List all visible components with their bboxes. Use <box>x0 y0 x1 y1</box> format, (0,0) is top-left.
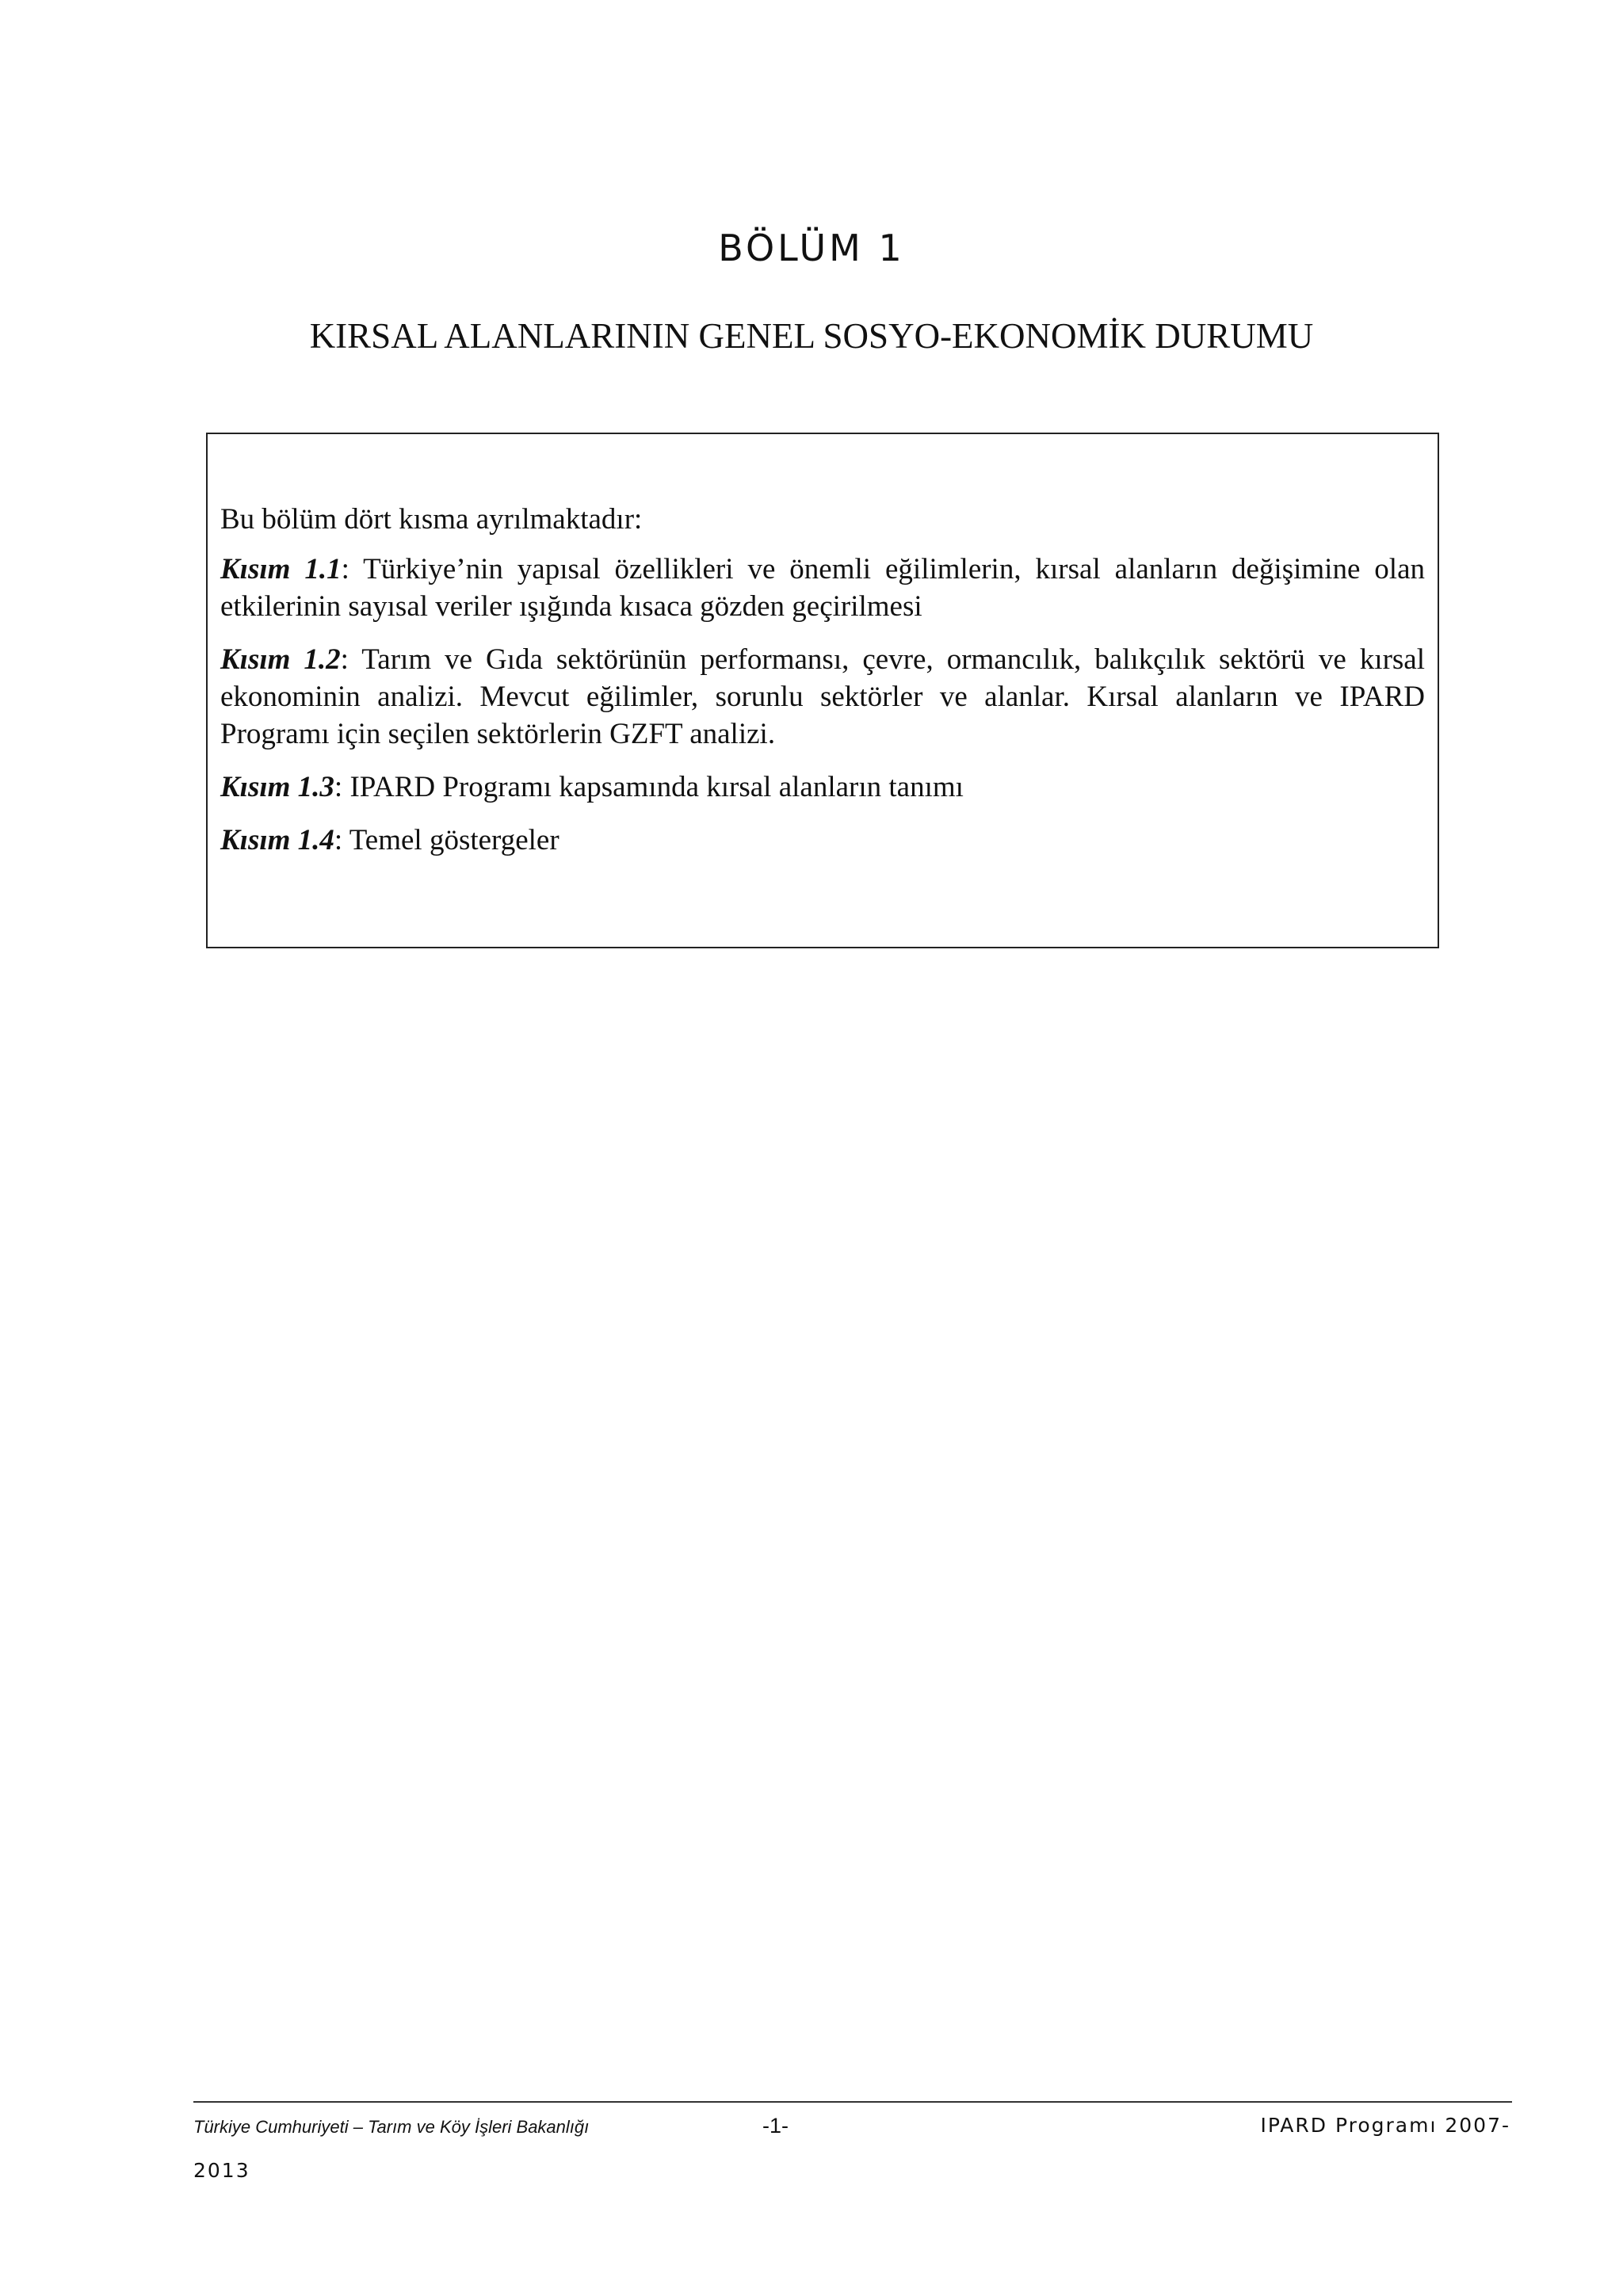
section-label: Kısım 1.2 <box>220 643 341 676</box>
section-description: : Temel göstergeler <box>334 824 559 856</box>
footer-divider <box>193 2101 1512 2103</box>
summary-intro: Bu bölüm dört kısma ayrılmaktadır: <box>220 503 643 536</box>
section-item-1-4 <box>220 822 1425 859</box>
section-label: Kısım 1.3 <box>220 771 334 803</box>
section-item-1-3 <box>220 769 1425 806</box>
footer-ministry: Türkiye Cumhuriyeti – Tarım ve Köy İşleri Bakanlığı <box>193 2117 590 2137</box>
chapter-heading: BÖLÜM 1 <box>718 227 905 269</box>
section-description: : Türkiye’nin yapısal özellikleri ve önemli eğilimlerin, kırsal alanların değişimine olan etkilerinin sayısal veriler ışığında kısaca gözden geçirilmesi <box>220 553 1426 623</box>
chapter-summary-content <box>220 501 1425 875</box>
section-label: Kısım 1.4 <box>220 824 334 856</box>
chapter-summary-box <box>206 433 1439 948</box>
page-number: -1- <box>762 2114 789 2138</box>
chapter-subtitle: KIRSAL ALANLARININ GENEL SOSYO-EKONOMİK DURUMU <box>309 316 1314 356</box>
footer-program-title: IPARD Programı 2007- <box>1260 2114 1510 2137</box>
section-item-1-1 <box>220 551 1425 625</box>
section-label: Kısım 1.1 <box>220 553 342 585</box>
section-description: : IPARD Programı kapsamında kırsal alanların tanımı <box>334 771 964 803</box>
footer-program-year: 2013 <box>193 2159 250 2182</box>
section-description: : Tarım ve Gıda sektörünün performansı, çevre, ormancılık, balıkçılık sektörü ve kırsal ekonominin analizi. Mevcut eğilimler, sorunlu sektörler ve alanlar. Kırsal alanların ve IPARD Programı için seçilen sektörlerin GZFT analizi. <box>220 643 1425 750</box>
section-item-1-2 <box>220 641 1425 753</box>
